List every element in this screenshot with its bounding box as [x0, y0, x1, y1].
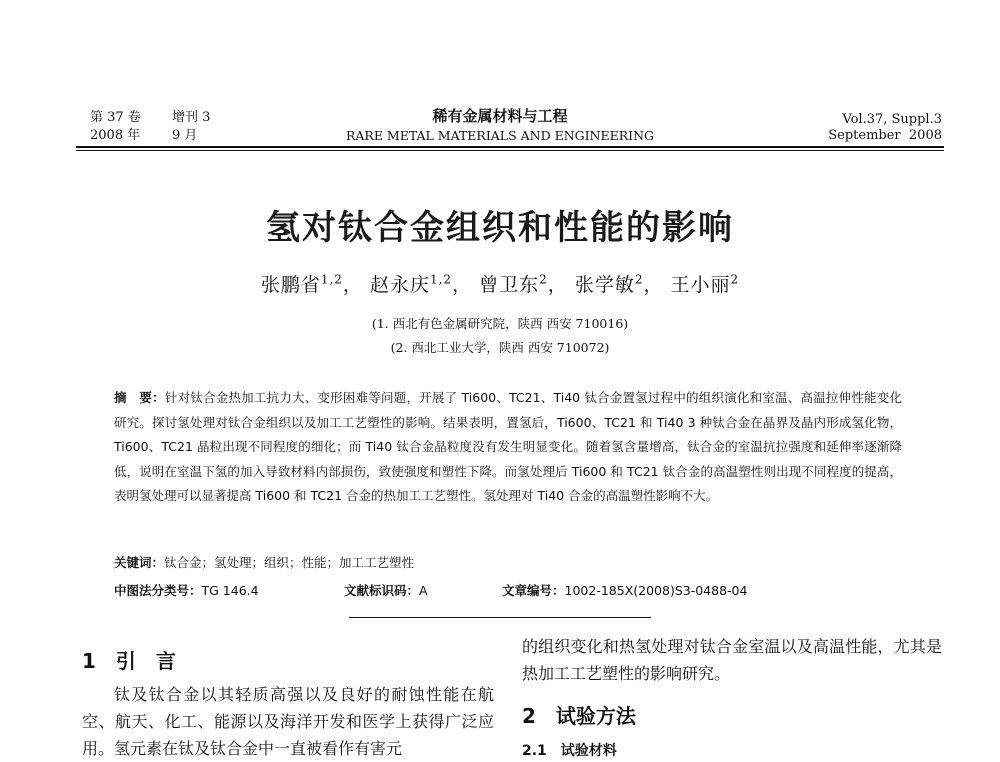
abstract-text: 针对钛合金热加工抗力大、变形困难等问题，开展了 Ti600、TC21、Ti40 钛合金置氢过程中的组织演化和室温、高温拉伸性能变化研究。探讨氢处理对钛合金组织以及加工工艺塑性的影响。结果表明，置氢后，Ti600、TC21 和 Ti40 3 种钛合金在晶界及晶内形成氢化物，Ti600、TC21 晶粒出现不同程度的细化；而 Ti40 钛合金晶粒度没有发生明显变化。随着氢含量增高，钛合金的室温抗拉强度和延伸率逐渐降低，说明在室温下氢的加入导致材料内部损伤，致使强度和塑性下降。而氢处理后 Ti600 和 TC21 钛合金的高温塑性则出现不同程度的提高，表明氢处理可以显著提高 Ti600 和 TC21 合金的热加工工艺塑性。氢处理对 Ti40 合金的高温塑性影响不大。 [114, 390, 902, 503]
section-1-text: 钛及钛合金以其轻质高强以及良好的耐蚀性能在航空、航天、化工、能源以及海洋开发和医学上获得广泛应用。氢元素在钛及钛合金中一直被看作有害元 [82, 685, 494, 758]
clc-label: 中图法分类号： [114, 583, 202, 598]
affiliation-1: (1. 西北有色金属研究院，陕西 西安 710016) [371, 316, 629, 331]
section-1-heading: 1 引 言 [82, 649, 176, 673]
clc-value: TG 146.4 [201, 583, 259, 598]
section-2-1-heading: 2.1 试验材料 [522, 743, 617, 759]
header-rule-thick [76, 146, 944, 148]
header-month: 9 月 [172, 128, 198, 143]
author-affiliation-mark: 2 [539, 272, 548, 287]
header-rule-thin [76, 150, 944, 151]
doc-label: 文献标识码： [344, 583, 420, 598]
affiliation-2: (2. 西北工业大学，陕西 西安 710072) [390, 340, 610, 355]
abstract-label: 摘 要： [114, 390, 165, 405]
section-1-paragraph [82, 681, 494, 762]
author-name: 曾卫东 [479, 274, 540, 296]
author-name: 王小丽 [670, 274, 731, 296]
header-date-en: September 2008 [828, 128, 942, 143]
author-name: 张学敏 [574, 274, 635, 296]
author-affiliation-mark: 1,2 [429, 272, 453, 287]
paper-title: 氢对钛合金组织和性能的影响 [266, 208, 734, 248]
author-affiliation-mark: 1,2 [320, 272, 343, 287]
header-year: 2008 年 [90, 128, 141, 143]
clc-number [114, 581, 259, 599]
abstract [114, 386, 902, 509]
art-label: 文章编号： [502, 583, 565, 598]
doc-value: A [419, 583, 428, 598]
author-name: 张鹏省 [260, 274, 321, 296]
author-affiliation-mark: 2 [730, 272, 740, 287]
keywords [114, 553, 414, 571]
header-journal-cn: 稀有金属材料与工程 [432, 107, 568, 125]
abstract-divider [349, 617, 651, 618]
art-value: 1002-185X(2008)S3-0488-04 [564, 583, 748, 598]
keywords-text: 钛合金；氢处理；组织；性能；加工工艺塑性 [164, 555, 415, 570]
section-2-heading: 2 试验方法 [522, 704, 636, 728]
header-volume-en: Vol.37, Suppl.3 [842, 112, 942, 127]
author-list: 张鹏省$^{1,2}$， 赵永庆$^{1,2}$， 曾卫东$^2$， 张学敏$^2$， 王小丽$^2$ [260, 272, 740, 296]
keywords-label: 关键词： [114, 555, 165, 570]
header-journal-en: RARE METAL MATERIALS AND ENGINEERING [345, 128, 655, 143]
header-volume: 第 37 卷 [90, 110, 141, 125]
author-affiliation-mark: 2 [634, 272, 644, 287]
header-issue: 增刊 3 [172, 110, 211, 125]
right-column-paragraph: 的组织变化和热氢处理对钛合金室温以及高温性能，尤其是热加工工艺塑性的影响研究。 [522, 637, 942, 683]
article-number [502, 581, 747, 599]
document-code [344, 581, 428, 599]
author-name: 赵永庆 [369, 274, 430, 296]
